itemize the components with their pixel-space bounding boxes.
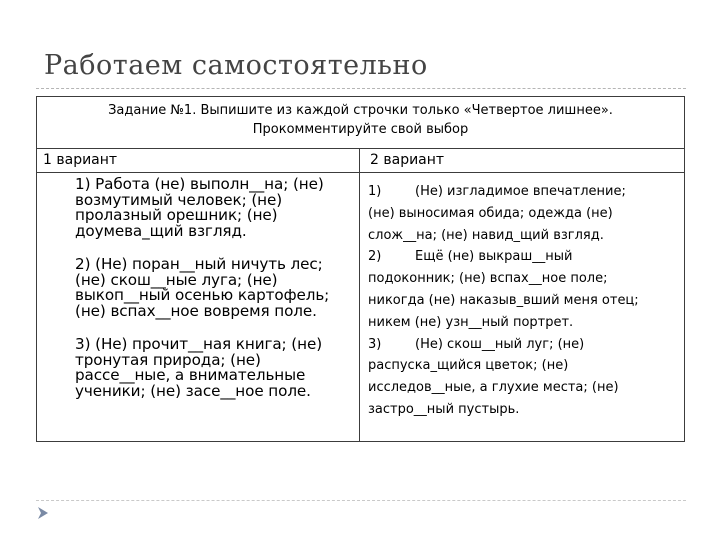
task-instruction: Задание №1. Выпишите из каждой строчки только «Четвертое лишнее». <box>108 103 613 118</box>
item-number: 3) <box>368 336 382 352</box>
variant-1-item: 2) (Не) поран__ный ничуть лес; (не) скош__ные луга; (не) выкоп__ный осенью картофель; (не) вспах__ное вовремя поле. <box>75 255 330 320</box>
footer-divider <box>36 500 686 501</box>
variant-2-line: (не) выносимая обида; одежда (не) <box>368 205 613 221</box>
column-divider <box>359 149 360 441</box>
variant-2-line: никогда (не) наказыв_вший меня отец; <box>368 292 639 308</box>
variant-header-row <box>37 149 684 173</box>
variant-2-line: слож__на; (не) навид_щий взгляд. <box>368 227 604 243</box>
variant-2-line: застро__ный пустырь. <box>368 401 520 417</box>
item-text: (Не) изгладимое впечатление; <box>415 184 626 199</box>
item-text: (Не) скош__ный луг; (не) <box>415 336 585 352</box>
variant-2-line: исследов__ные, а глухие места; (не) <box>368 380 619 396</box>
variant-2-label: 2 вариант <box>370 152 445 168</box>
variant-2-item-2-start <box>368 246 680 268</box>
variant-2-line: распуска_щийся цветок; (не) <box>368 358 569 374</box>
variant-1-item: 1) Работа (не) выполн__на; (не) возмутимый человек; (не) пролазный орешник; (не) доумева_щий взгляд. <box>75 175 324 240</box>
task-table <box>36 96 685 442</box>
item-number: 1) <box>368 184 382 199</box>
page-title: Работаем самостоятельно <box>44 50 428 81</box>
variant-1-label: 1 вариант <box>43 152 118 168</box>
variant-2-line: подоконник; (не) вспах__ное поле; <box>368 271 608 287</box>
variant-1-content <box>75 177 357 399</box>
variant-2-content <box>368 181 680 421</box>
title-divider <box>36 88 686 89</box>
variant-2-line: никем (не) узн__ный портрет. <box>368 314 574 330</box>
variant-2-item-1-start <box>368 181 680 203</box>
item-text: Ещё (не) выкраш__ный <box>415 249 573 265</box>
item-number: 2) <box>368 249 382 265</box>
task-instruction-comment: Прокомментируйте свой выбор <box>252 122 469 137</box>
variant-2-item-3-start <box>368 334 680 356</box>
task-header <box>37 97 684 149</box>
triangle-bullet-icon <box>36 506 50 520</box>
variant-1-item: 3) (Не) прочит__ная книга; (не) тронутая природа; (не) рассе__ные, а внимательные ученики; (не) засе__ное поле. <box>75 335 323 400</box>
